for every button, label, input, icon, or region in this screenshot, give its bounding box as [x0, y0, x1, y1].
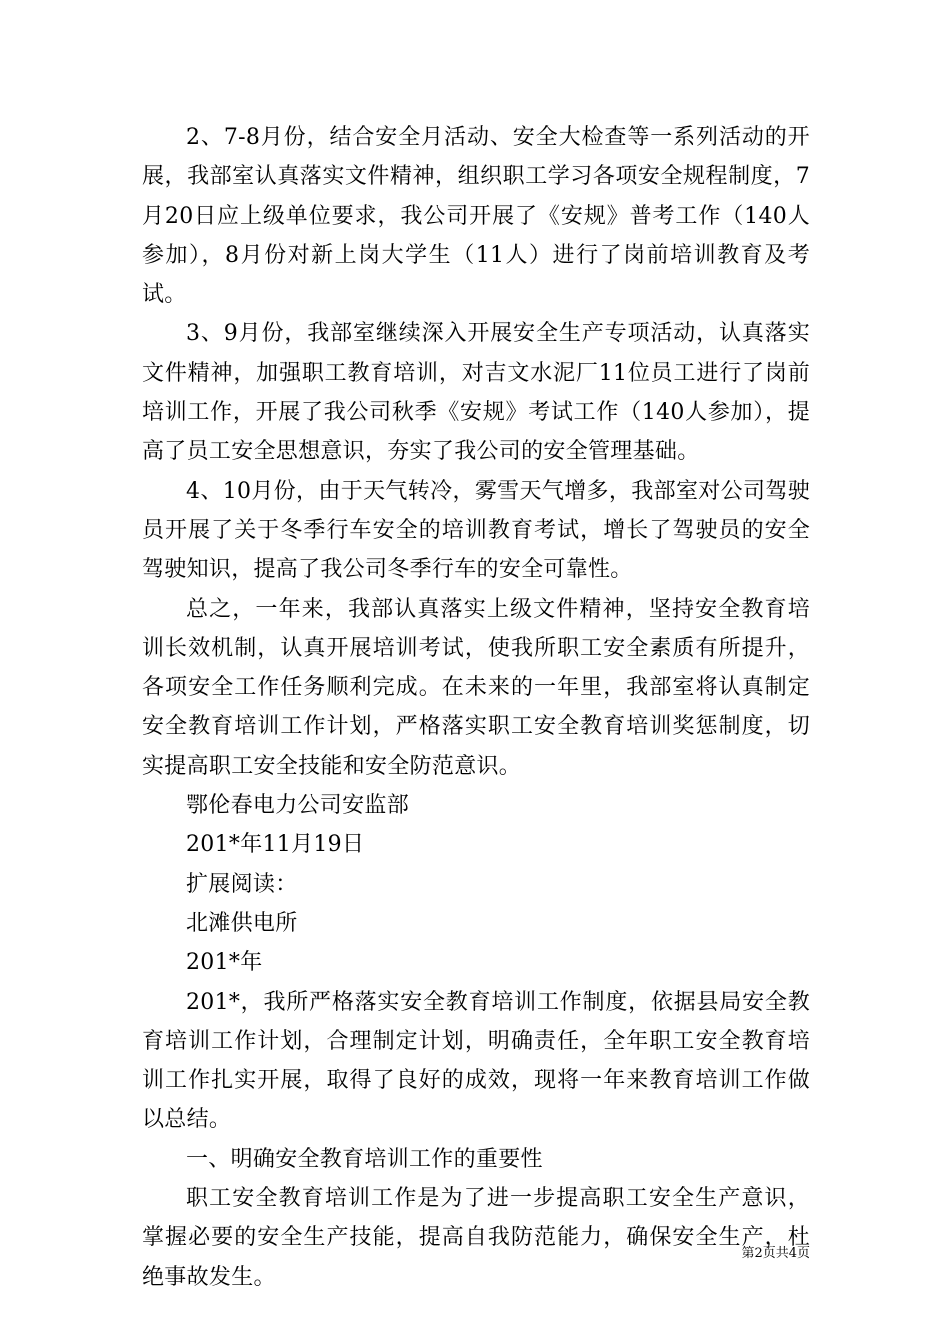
paragraph-3: 4、10月份，由于天气转冷，雾雪天气增多，我部室对公司驾驶员开展了关于冬季行车安全的培训教育考试，增长了驾驶员的安全驾驶知识，提高了我公司冬季行车的安全可靠性。: [142, 478, 810, 583]
paragraph-2: 3、9月份，我部室继续深入开展安全生产专项活动，认真落实文件精神，加强职工教育培训，对吉文水泥厂11位员工进行了岗前培训工作，开展了我公司秋季《安规》考试工作（140人参加），提高了员工安全思想意识，夯实了我公司的安全管理基础。: [142, 321, 810, 465]
extended-reading-label: 扩展阅读：: [186, 871, 298, 897]
signature-department: 鄂伦春电力公司安监部: [186, 793, 410, 819]
paragraph-6: 职工安全教育培训工作是为了进一步提高职工安全生产意识，掌握必要的安全生产技能，提高自我防范能力，确保安全生产，杜绝事故发生。: [142, 1186, 810, 1290]
document-body: [142, 118, 810, 1297]
paragraph-4: 总之，一年来，我部认真落实上级文件精神，坚持安全教育培训长效机制，认真开展培训考试，使我所职工安全素质有所提升，各项安全工作任务顺利完成。在未来的一年里，我部室将认真制定安全教育培训工作计划，严格落实职工安全教育培训奖惩制度，切实提高职工安全技能和安全防范意识。: [142, 596, 810, 779]
second-doc-org: 北滩供电所: [186, 910, 298, 936]
second-doc-year: 201*年: [186, 950, 263, 976]
section-heading: 一、明确安全教育培训工作的重要性: [186, 1146, 543, 1172]
page-number: 第2页共4页: [741, 1246, 810, 1261]
paragraph-1: 2、7-8月份，结合安全月活动、安全大检查等一系列活动的开展，我部室认真落实文件精神，组织职工学习各项安全规程制度，7月20日应上级单位要求，我公司开展了《安规》普考工作（140人参加），8月份对新上岗大学生（11人）进行了岗前培训教育及考试。: [142, 125, 810, 308]
signature-date: 201*年11月19日: [186, 832, 365, 858]
paragraph-5: 201*，我所严格落实安全教育培训工作制度，依据县局安全教育培训工作计划，合理制定计划，明确责任，全年职工安全教育培训工作扎实开展，取得了良好的成效，现将一年来教育培训工作做以总结。: [142, 989, 810, 1133]
